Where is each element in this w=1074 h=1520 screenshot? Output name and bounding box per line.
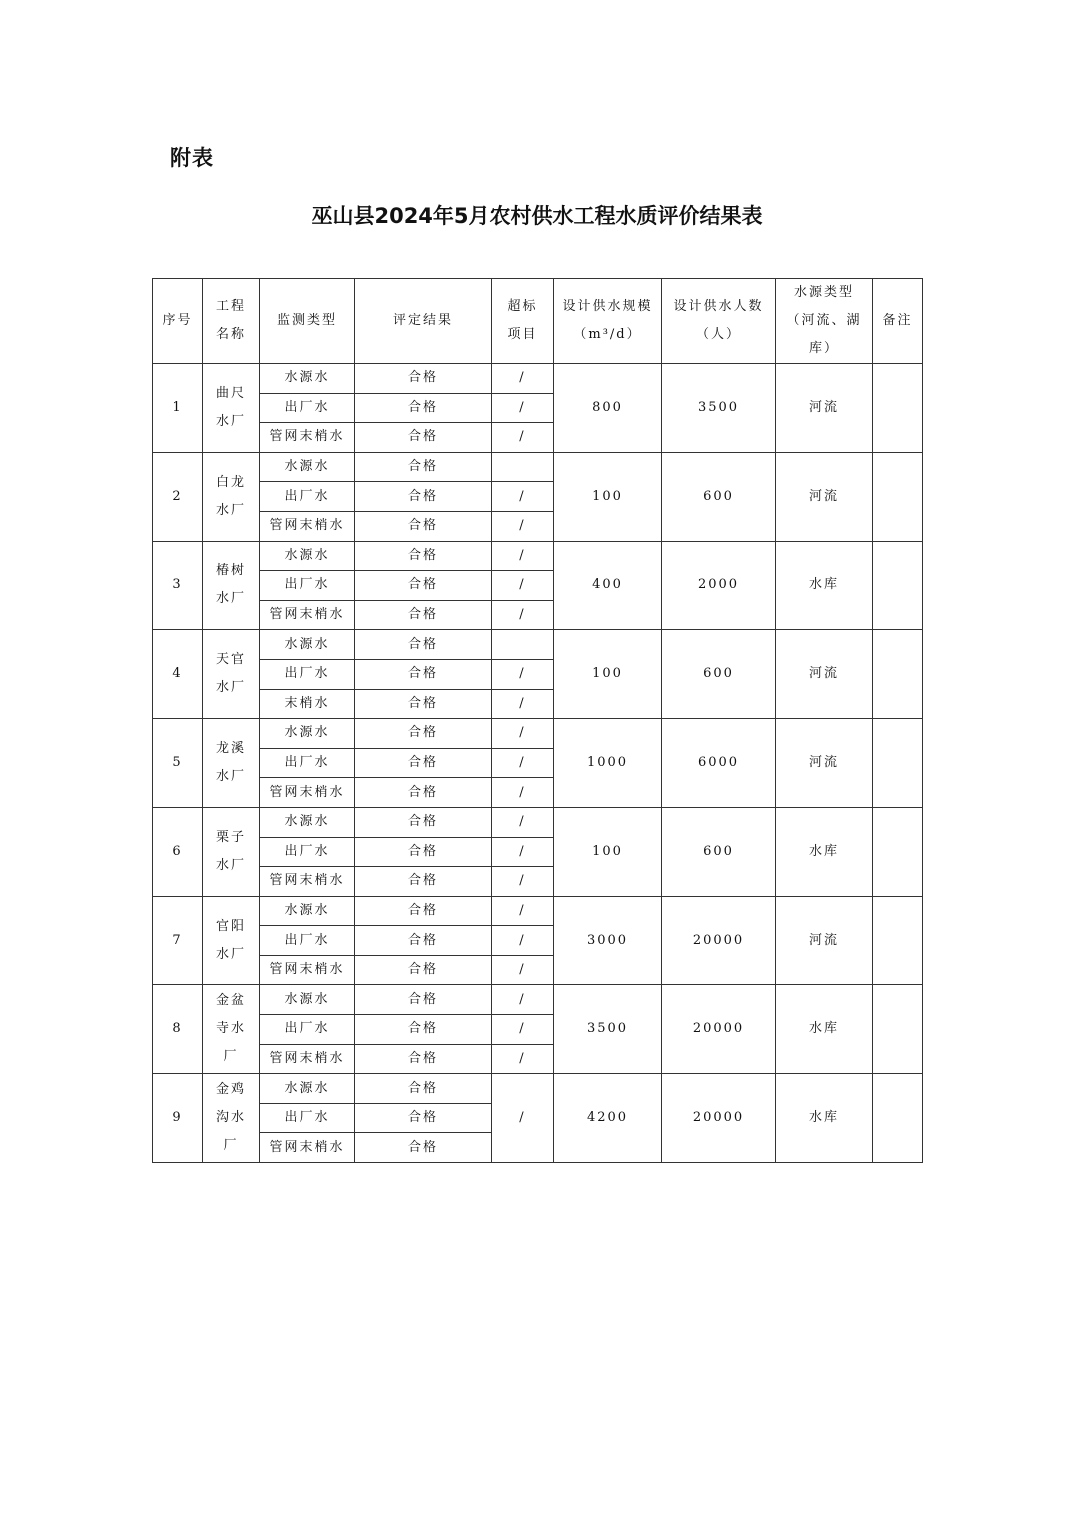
header-design-scale: 设计供水规模 （m³/d） xyxy=(554,279,662,364)
exceed-items: / xyxy=(492,748,554,778)
remark xyxy=(873,630,923,719)
monitor-type: 管网末梢水 xyxy=(260,1044,355,1074)
design-scale: 100 xyxy=(554,452,662,541)
evaluation-result: 合格 xyxy=(355,748,492,778)
evaluation-result: 合格 xyxy=(355,630,492,660)
evaluation-result: 合格 xyxy=(355,600,492,630)
source-type: 水库 xyxy=(776,807,873,896)
remark xyxy=(873,364,923,453)
row-number: 3 xyxy=(153,541,203,630)
evaluation-result: 合格 xyxy=(355,867,492,897)
evaluation-result: 合格 xyxy=(355,778,492,808)
water-quality-table xyxy=(152,278,923,1163)
evaluation-result: 合格 xyxy=(355,837,492,867)
exceed-items: / xyxy=(492,837,554,867)
exceed-items: / xyxy=(492,393,554,423)
remark xyxy=(873,452,923,541)
table-row xyxy=(153,807,923,837)
evaluation-result: 合格 xyxy=(355,1103,492,1133)
exceed-items: / xyxy=(492,600,554,630)
evaluation-result: 合格 xyxy=(355,482,492,512)
design-scale: 100 xyxy=(554,630,662,719)
exceed-items: / xyxy=(492,689,554,719)
evaluation-result: 合格 xyxy=(355,1074,492,1104)
monitor-type: 水源水 xyxy=(260,452,355,482)
evaluation-result: 合格 xyxy=(355,926,492,956)
monitor-type: 水源水 xyxy=(260,719,355,749)
evaluation-result: 合格 xyxy=(355,393,492,423)
row-number: 5 xyxy=(153,719,203,808)
evaluation-result: 合格 xyxy=(355,571,492,601)
annex-label: 附表 xyxy=(170,146,214,170)
project-name: 金盆 寺水 厂 xyxy=(203,985,260,1074)
design-scale: 3500 xyxy=(554,985,662,1074)
source-type: 河流 xyxy=(776,719,873,808)
source-type: 水库 xyxy=(776,1074,873,1163)
project-name: 栗子 水厂 xyxy=(203,807,260,896)
row-number: 6 xyxy=(153,807,203,896)
exceed-items: / xyxy=(492,867,554,897)
row-number: 9 xyxy=(153,1074,203,1163)
remark xyxy=(873,1074,923,1163)
table-body xyxy=(153,364,923,1163)
table-row xyxy=(153,452,923,482)
header-monitor-type: 监测类型 xyxy=(260,279,355,364)
source-type: 河流 xyxy=(776,364,873,453)
design-population: 20000 xyxy=(662,1074,776,1163)
evaluation-result: 合格 xyxy=(355,955,492,985)
design-population: 600 xyxy=(662,630,776,719)
evaluation-result: 合格 xyxy=(355,511,492,541)
table-row xyxy=(153,541,923,571)
exceed-items: / xyxy=(492,482,554,512)
exceed-items: / xyxy=(492,807,554,837)
exceed-items: / xyxy=(492,364,554,394)
exceed-items: / xyxy=(492,659,554,689)
design-scale: 400 xyxy=(554,541,662,630)
monitor-type: 管网末梢水 xyxy=(260,778,355,808)
evaluation-result: 合格 xyxy=(355,423,492,453)
table-row xyxy=(153,630,923,660)
monitor-type: 水源水 xyxy=(260,985,355,1015)
design-population: 600 xyxy=(662,452,776,541)
project-name: 官阳 水厂 xyxy=(203,896,260,985)
header-row xyxy=(153,279,923,364)
exceed-items xyxy=(492,630,554,660)
source-type: 河流 xyxy=(776,896,873,985)
design-population: 3500 xyxy=(662,364,776,453)
header-result: 评定结果 xyxy=(355,279,492,364)
monitor-type: 出厂水 xyxy=(260,1103,355,1133)
project-name: 天官 水厂 xyxy=(203,630,260,719)
table-row xyxy=(153,364,923,394)
header-remark: 备注 xyxy=(873,279,923,364)
row-number: 1 xyxy=(153,364,203,453)
monitor-type: 管网末梢水 xyxy=(260,955,355,985)
evaluation-result: 合格 xyxy=(355,1015,492,1045)
monitor-type: 管网末梢水 xyxy=(260,867,355,897)
exceed-items: / xyxy=(492,896,554,926)
evaluation-result: 合格 xyxy=(355,807,492,837)
monitor-type: 出厂水 xyxy=(260,1015,355,1045)
monitor-type: 出厂水 xyxy=(260,748,355,778)
page-title: 巫山县2024年5月农村供水工程水质评价结果表 xyxy=(311,204,763,228)
design-scale: 800 xyxy=(554,364,662,453)
exceed-items: / xyxy=(492,778,554,808)
header-exceed: 超标 项目 xyxy=(492,279,554,364)
monitor-type: 末梢水 xyxy=(260,689,355,719)
monitor-type: 管网末梢水 xyxy=(260,600,355,630)
exceed-items: / xyxy=(492,1044,554,1074)
design-scale: 3000 xyxy=(554,896,662,985)
design-population: 2000 xyxy=(662,541,776,630)
exceed-items: / xyxy=(492,926,554,956)
evaluation-result: 合格 xyxy=(355,1044,492,1074)
exceed-items: / xyxy=(492,1015,554,1045)
remark xyxy=(873,985,923,1074)
exceed-items: / xyxy=(492,955,554,985)
remark xyxy=(873,896,923,985)
monitor-type: 水源水 xyxy=(260,896,355,926)
remark xyxy=(873,807,923,896)
project-name: 金鸡 沟水 厂 xyxy=(203,1074,260,1163)
design-scale: 1000 xyxy=(554,719,662,808)
table-row xyxy=(153,1074,923,1104)
row-number: 7 xyxy=(153,896,203,985)
monitor-type: 管网末梢水 xyxy=(260,423,355,453)
project-name: 椿树 水厂 xyxy=(203,541,260,630)
table-row xyxy=(153,719,923,749)
source-type: 河流 xyxy=(776,630,873,719)
source-type: 水库 xyxy=(776,541,873,630)
row-number: 2 xyxy=(153,452,203,541)
header-source-type: 水源类型 （河流、湖 库） xyxy=(776,279,873,364)
project-name: 龙溪 水厂 xyxy=(203,719,260,808)
monitor-type: 管网末梢水 xyxy=(260,1133,355,1163)
monitor-type: 水源水 xyxy=(260,541,355,571)
evaluation-result: 合格 xyxy=(355,985,492,1015)
monitor-type: 水源水 xyxy=(260,807,355,837)
monitor-type: 水源水 xyxy=(260,1074,355,1104)
evaluation-result: 合格 xyxy=(355,1133,492,1163)
exceed-items: / xyxy=(492,511,554,541)
exceed-items xyxy=(492,452,554,482)
monitor-type: 出厂水 xyxy=(260,926,355,956)
source-type: 水库 xyxy=(776,985,873,1074)
evaluation-result: 合格 xyxy=(355,719,492,749)
evaluation-result: 合格 xyxy=(355,452,492,482)
remark xyxy=(873,719,923,808)
exceed-items: / xyxy=(492,985,554,1015)
evaluation-result: 合格 xyxy=(355,364,492,394)
exceed-items: / xyxy=(492,719,554,749)
exceed-items: / xyxy=(492,541,554,571)
row-number: 4 xyxy=(153,630,203,719)
monitor-type: 出厂水 xyxy=(260,393,355,423)
monitor-type: 出厂水 xyxy=(260,571,355,601)
table-row xyxy=(153,896,923,926)
evaluation-result: 合格 xyxy=(355,689,492,719)
evaluation-result: 合格 xyxy=(355,541,492,571)
exceed-items: / xyxy=(492,423,554,453)
design-scale: 100 xyxy=(554,807,662,896)
header-project: 工程 名称 xyxy=(203,279,260,364)
remark xyxy=(873,541,923,630)
design-population: 20000 xyxy=(662,985,776,1074)
design-population: 20000 xyxy=(662,896,776,985)
monitor-type: 水源水 xyxy=(260,364,355,394)
exceed-items: / xyxy=(492,1074,554,1163)
design-scale: 4200 xyxy=(554,1074,662,1163)
monitor-type: 出厂水 xyxy=(260,659,355,689)
row-number: 8 xyxy=(153,985,203,1074)
header-no: 序号 xyxy=(153,279,203,364)
evaluation-result: 合格 xyxy=(355,896,492,926)
project-name: 曲尺 水厂 xyxy=(203,364,260,453)
header-design-population: 设计供水人数 （人） xyxy=(662,279,776,364)
design-population: 6000 xyxy=(662,719,776,808)
monitor-type: 出厂水 xyxy=(260,837,355,867)
exceed-items: / xyxy=(492,571,554,601)
monitor-type: 水源水 xyxy=(260,630,355,660)
monitor-type: 管网末梢水 xyxy=(260,511,355,541)
table-row xyxy=(153,985,923,1015)
monitor-type: 出厂水 xyxy=(260,482,355,512)
project-name: 白龙 水厂 xyxy=(203,452,260,541)
design-population: 600 xyxy=(662,807,776,896)
evaluation-result: 合格 xyxy=(355,659,492,689)
source-type: 河流 xyxy=(776,452,873,541)
